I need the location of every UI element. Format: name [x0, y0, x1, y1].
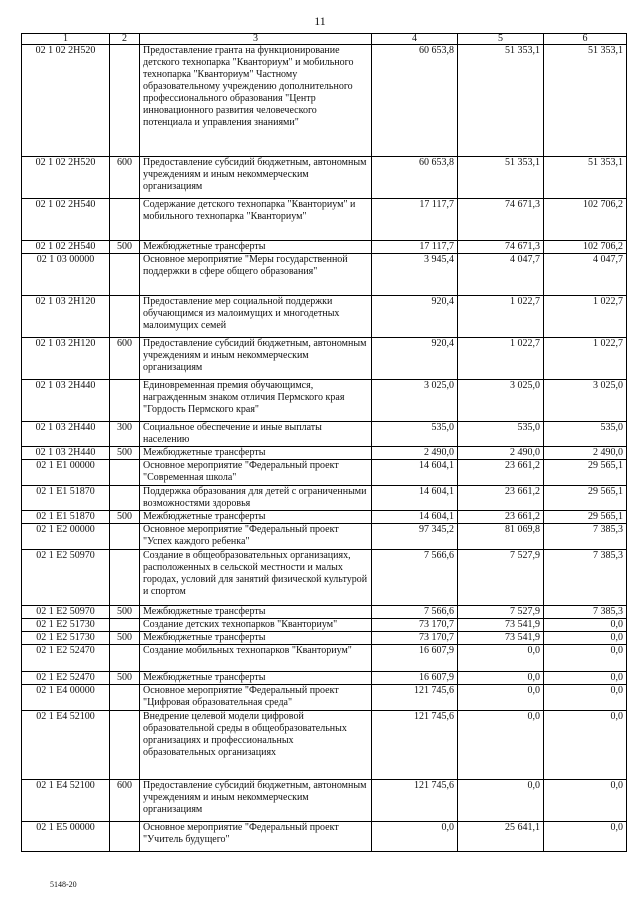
table-row [22, 550, 627, 606]
name-cell: Межбюджетные трансферты [140, 511, 372, 524]
code-cell: 02 1 03 2Н440 [22, 380, 110, 422]
code-cell: 02 1 Е2 52470 [22, 645, 110, 672]
value-col-4-cell: 535,0 [372, 422, 458, 447]
value-col-6-cell: 535,0 [544, 422, 627, 447]
value-col-6-cell: 102 706,2 [544, 241, 627, 254]
value-col-4-cell: 0,0 [372, 822, 458, 852]
value-col-4-cell: 2 490,0 [372, 447, 458, 460]
header-col-3: 3 [140, 34, 372, 45]
value-col-4-cell: 16 607,9 [372, 672, 458, 685]
value-col-5-cell: 81 069,8 [458, 524, 544, 550]
value-col-6-cell: 51 353,1 [544, 157, 627, 199]
expense-type-cell [110, 296, 140, 338]
expense-type-cell: 600 [110, 338, 140, 380]
name-cell: Социальное обеспечение и иные выплаты населению [140, 422, 372, 447]
table-body [22, 45, 627, 852]
header-row [22, 34, 627, 45]
table-row [22, 254, 627, 296]
table-row [22, 199, 627, 241]
code-cell: 02 1 Е1 00000 [22, 460, 110, 486]
code-cell: 02 1 Е2 51730 [22, 632, 110, 645]
value-col-6-cell: 0,0 [544, 711, 627, 780]
expense-type-cell [110, 711, 140, 780]
expense-type-cell: 500 [110, 606, 140, 619]
value-col-5-cell: 0,0 [458, 780, 544, 822]
table-row [22, 157, 627, 199]
value-col-4-cell: 17 117,7 [372, 241, 458, 254]
table-row [22, 619, 627, 632]
value-col-6-cell: 1 022,7 [544, 296, 627, 338]
expense-type-cell: 500 [110, 672, 140, 685]
header-col-6: 6 [544, 34, 627, 45]
value-col-6-cell: 0,0 [544, 645, 627, 672]
name-cell: Предоставление мер социальной поддержки обучающимся из малоимущих и многодетных малоимущих семей [140, 296, 372, 338]
header-col-5: 5 [458, 34, 544, 45]
value-col-6-cell: 0,0 [544, 822, 627, 852]
value-col-4-cell: 121 745,6 [372, 711, 458, 780]
value-col-5-cell: 1 022,7 [458, 338, 544, 380]
expense-type-cell [110, 685, 140, 711]
table-row [22, 822, 627, 852]
value-col-4-cell: 73 170,7 [372, 619, 458, 632]
value-col-4-cell: 920,4 [372, 338, 458, 380]
code-cell: 02 1 02 2Н540 [22, 199, 110, 241]
expense-type-cell [110, 486, 140, 511]
value-col-4-cell: 121 745,6 [372, 780, 458, 822]
value-col-5-cell: 3 025,0 [458, 380, 544, 422]
table-row [22, 422, 627, 447]
table-row [22, 672, 627, 685]
name-cell: Предоставление гранта на функционирование детского технопарка "Кванториум" и мобильного технопарка "Кванториум" Частному образовательному учреждению дополнительного профессионального образования "Центр инновационного развития человеческого потенциала и управления знаниями" [140, 45, 372, 157]
value-col-6-cell: 29 565,1 [544, 486, 627, 511]
value-col-5-cell: 51 353,1 [458, 45, 544, 157]
value-col-6-cell: 7 385,3 [544, 606, 627, 619]
value-col-6-cell: 29 565,1 [544, 460, 627, 486]
name-cell: Основное мероприятие "Федеральный проект "Успех каждого ребенка" [140, 524, 372, 550]
value-col-4-cell: 121 745,6 [372, 685, 458, 711]
value-col-4-cell: 73 170,7 [372, 632, 458, 645]
name-cell: Предоставление субсидий бюджетным, автономным учреждениям и иным некоммерческим организациям [140, 780, 372, 822]
value-col-6-cell: 1 022,7 [544, 338, 627, 380]
expense-type-cell [110, 460, 140, 486]
code-cell: 02 1 03 2Н120 [22, 296, 110, 338]
value-col-6-cell: 7 385,3 [544, 550, 627, 606]
name-cell: Межбюджетные трансферты [140, 606, 372, 619]
expense-type-cell: 600 [110, 780, 140, 822]
code-cell: 02 1 02 2Н520 [22, 157, 110, 199]
budget-table [21, 33, 627, 852]
value-col-4-cell: 17 117,7 [372, 199, 458, 241]
value-col-6-cell: 29 565,1 [544, 511, 627, 524]
name-cell: Предоставление субсидий бюджетным, автономным учреждениям и иным некоммерческим организациям [140, 157, 372, 199]
table-row [22, 447, 627, 460]
value-col-5-cell: 0,0 [458, 711, 544, 780]
value-col-5-cell: 7 527,9 [458, 550, 544, 606]
value-col-6-cell: 2 490,0 [544, 447, 627, 460]
code-cell: 02 1 Е4 00000 [22, 685, 110, 711]
table-row [22, 296, 627, 338]
name-cell: Основное мероприятие "Федеральный проект "Учитель будущего" [140, 822, 372, 852]
table-row [22, 780, 627, 822]
value-col-5-cell: 51 353,1 [458, 157, 544, 199]
table-row [22, 486, 627, 511]
value-col-5-cell: 0,0 [458, 672, 544, 685]
value-col-4-cell: 60 653,8 [372, 45, 458, 157]
value-col-6-cell: 0,0 [544, 672, 627, 685]
table-row [22, 241, 627, 254]
value-col-4-cell: 3 025,0 [372, 380, 458, 422]
name-cell: Межбюджетные трансферты [140, 241, 372, 254]
code-cell: 02 1 03 2Н120 [22, 338, 110, 380]
name-cell: Создание мобильных технопарков "Кванториум" [140, 645, 372, 672]
expense-type-cell [110, 199, 140, 241]
table-row [22, 632, 627, 645]
code-cell: 02 1 03 2Н440 [22, 422, 110, 447]
value-col-4-cell: 14 604,1 [372, 486, 458, 511]
expense-type-cell: 600 [110, 157, 140, 199]
value-col-4-cell: 60 653,8 [372, 157, 458, 199]
name-cell: Создание детских технопарков "Кванториум" [140, 619, 372, 632]
code-cell: 02 1 03 2Н440 [22, 447, 110, 460]
value-col-4-cell: 920,4 [372, 296, 458, 338]
code-cell: 02 1 Е1 51870 [22, 486, 110, 511]
value-col-6-cell: 4 047,7 [544, 254, 627, 296]
value-col-6-cell: 0,0 [544, 619, 627, 632]
value-col-4-cell: 7 566,6 [372, 606, 458, 619]
code-cell: 02 1 Е4 52100 [22, 780, 110, 822]
expense-type-cell [110, 645, 140, 672]
table-row [22, 606, 627, 619]
expense-type-cell [110, 254, 140, 296]
table-row [22, 524, 627, 550]
expense-type-cell [110, 45, 140, 157]
name-cell: Создание в общеобразовательных организациях, расположенных в сельской местности и малых городах, условий для занятий физической культурой и спортом [140, 550, 372, 606]
name-cell: Внедрение целевой модели цифровой образовательной среды в общеобразовательных организациях и профессиональных образовательных организациях [140, 711, 372, 780]
value-col-6-cell: 102 706,2 [544, 199, 627, 241]
value-col-6-cell: 0,0 [544, 632, 627, 645]
name-cell: Поддержка образования для детей с ограниченными возможностями здоровья [140, 486, 372, 511]
value-col-6-cell: 51 353,1 [544, 45, 627, 157]
value-col-5-cell: 73 541,9 [458, 632, 544, 645]
table-row [22, 711, 627, 780]
value-col-6-cell: 0,0 [544, 685, 627, 711]
value-col-5-cell: 23 661,2 [458, 486, 544, 511]
value-col-5-cell: 4 047,7 [458, 254, 544, 296]
name-cell: Межбюджетные трансферты [140, 447, 372, 460]
code-cell: 02 1 Е5 00000 [22, 822, 110, 852]
expense-type-cell: 500 [110, 511, 140, 524]
code-cell: 02 1 03 00000 [22, 254, 110, 296]
value-col-4-cell: 16 607,9 [372, 645, 458, 672]
value-col-6-cell: 3 025,0 [544, 380, 627, 422]
table-row [22, 511, 627, 524]
name-cell: Межбюджетные трансферты [140, 632, 372, 645]
expense-type-cell [110, 380, 140, 422]
expense-type-cell: 500 [110, 632, 140, 645]
code-cell: 02 1 Е1 51870 [22, 511, 110, 524]
table-row [22, 380, 627, 422]
value-col-6-cell: 7 385,3 [544, 524, 627, 550]
value-col-5-cell: 1 022,7 [458, 296, 544, 338]
value-col-5-cell: 25 641,1 [458, 822, 544, 852]
value-col-6-cell: 0,0 [544, 780, 627, 822]
code-cell: 02 1 Е4 52100 [22, 711, 110, 780]
value-col-5-cell: 7 527,9 [458, 606, 544, 619]
name-cell: Основное мероприятие "Федеральный проект "Современная школа" [140, 460, 372, 486]
code-cell: 02 1 02 2Н520 [22, 45, 110, 157]
name-cell: Межбюджетные трансферты [140, 672, 372, 685]
name-cell: Содержание детского технопарка "Кванториум" и мобильного технопарка "Кванториум" [140, 199, 372, 241]
table-row [22, 645, 627, 672]
value-col-4-cell: 7 566,6 [372, 550, 458, 606]
header-col-1: 1 [22, 34, 110, 45]
name-cell: Основное мероприятие "Меры государственной поддержки в сфере общего образования" [140, 254, 372, 296]
name-cell: Единовременная премия обучающимся, награжденным знаком отличия Пермского края "Гордость Пермского края" [140, 380, 372, 422]
name-cell: Предоставление субсидий бюджетным, автономным учреждениям и иным некоммерческим организациям [140, 338, 372, 380]
value-col-4-cell: 14 604,1 [372, 460, 458, 486]
value-col-5-cell: 73 541,9 [458, 619, 544, 632]
value-col-5-cell: 23 661,2 [458, 511, 544, 524]
value-col-5-cell: 0,0 [458, 645, 544, 672]
expense-type-cell [110, 524, 140, 550]
expense-type-cell: 300 [110, 422, 140, 447]
value-col-5-cell: 74 671,3 [458, 241, 544, 254]
code-cell: 02 1 Е2 52470 [22, 672, 110, 685]
header-col-2: 2 [110, 34, 140, 45]
expense-type-cell [110, 822, 140, 852]
value-col-5-cell: 74 671,3 [458, 199, 544, 241]
value-col-5-cell: 535,0 [458, 422, 544, 447]
value-col-4-cell: 14 604,1 [372, 511, 458, 524]
expense-type-cell [110, 550, 140, 606]
code-cell: 02 1 Е2 50970 [22, 606, 110, 619]
code-cell: 02 1 02 2Н540 [22, 241, 110, 254]
value-col-5-cell: 0,0 [458, 685, 544, 711]
value-col-4-cell: 3 945,4 [372, 254, 458, 296]
value-col-5-cell: 2 490,0 [458, 447, 544, 460]
name-cell: Основное мероприятие "Федеральный проект "Цифровая образовательная среда" [140, 685, 372, 711]
expense-type-cell: 500 [110, 241, 140, 254]
table-row [22, 685, 627, 711]
expense-type-cell [110, 619, 140, 632]
code-cell: 02 1 Е2 50970 [22, 550, 110, 606]
header-col-4: 4 [372, 34, 458, 45]
table-row [22, 338, 627, 380]
code-cell: 02 1 Е2 51730 [22, 619, 110, 632]
value-col-4-cell: 97 345,2 [372, 524, 458, 550]
code-cell: 02 1 Е2 00000 [22, 524, 110, 550]
expense-type-cell: 500 [110, 447, 140, 460]
value-col-5-cell: 23 661,2 [458, 460, 544, 486]
document-code: 5148-20 [50, 880, 77, 889]
table-row [22, 45, 627, 157]
page-number: 11 [314, 14, 326, 28]
table-row [22, 460, 627, 486]
